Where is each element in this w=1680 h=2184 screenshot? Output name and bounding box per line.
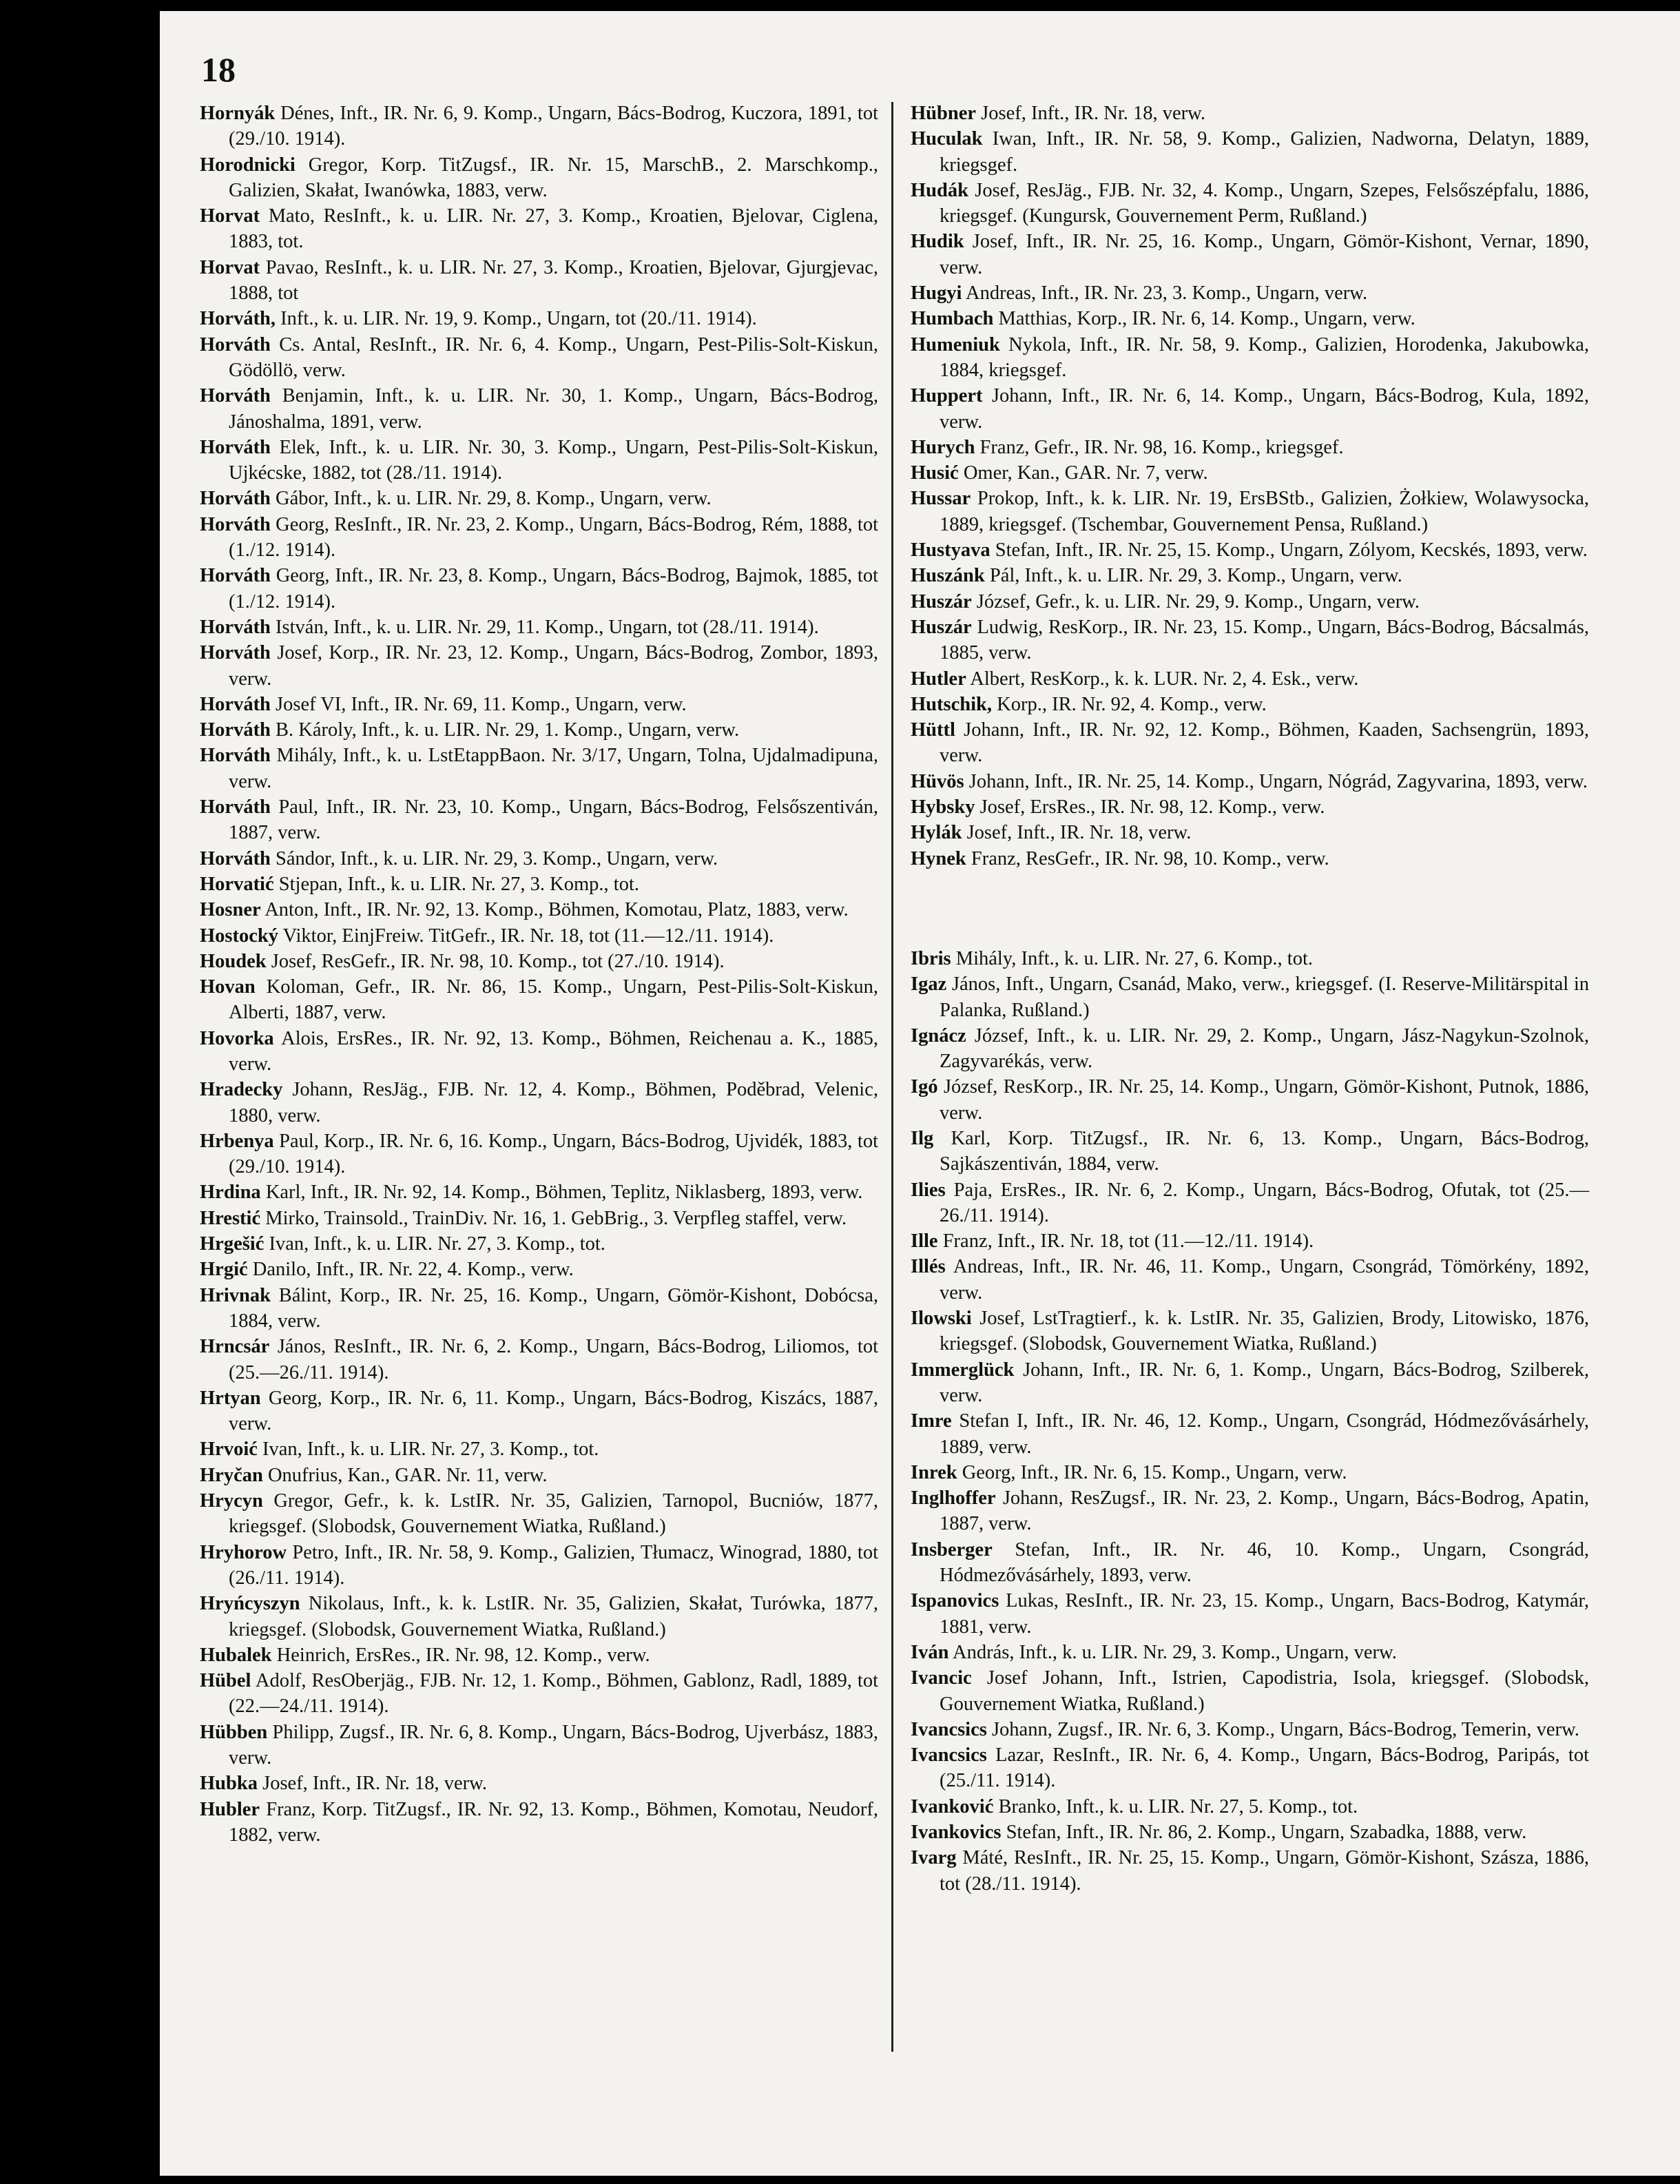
entry-surname: Hübben: [200, 1721, 268, 1743]
list-entry: [200, 615, 878, 640]
entry-details: Stefan, Inft., IR. Nr. 25, 15. Komp., Ungarn, Zólyom, Kecskés, 1893, verw.: [990, 539, 1588, 562]
entry-details: Georg, Korp., IR. Nr. 6, 11. Komp., Ungarn, Bács-Bodrog, Kiszács, 1887, verw.: [229, 1387, 878, 1435]
list-entry: [911, 101, 1589, 126]
list-entry: [200, 563, 878, 615]
entry-surname: Horváth: [200, 745, 271, 767]
entry-details: Georg, Inft., IR. Nr. 6, 15. Komp., Ungarn, verw.: [957, 1461, 1347, 1483]
entry-details: Ivan, Inft., k. u. LIR. Nr. 27, 3. Komp., tot.: [257, 1439, 599, 1461]
entry-surname: Hylák: [911, 822, 962, 844]
entry-surname: Hryhorow: [200, 1541, 287, 1563]
entry-surname: Hrbenya: [200, 1130, 274, 1152]
entry-details: B. Károly, Inft., k. u. LIR. Nr. 29, 1. Komp., Ungarn, verw.: [270, 719, 740, 741]
entry-details: Elek, Inft., k. u. LIR. Nr. 30, 3. Komp., Ungarn, Pest-Pilis-Solt-Kiskun, Ujkécske, 1882, tot (28./11. 1914).: [229, 436, 878, 484]
entry-details: Josef Johann, Inft., Istrien, Capodistria, Isola, kriegsgef. (Slobodsk, Gouvernement Wiatka, Rußland.): [940, 1667, 1589, 1715]
list-entry: [200, 1385, 878, 1437]
entry-surname: Huszár: [911, 590, 972, 612]
entry-surname: Houdek: [200, 950, 267, 972]
entry-details: Prokop, Inft., k. k. LIR. Nr. 19, ErsBStb., Galizien, Żołkiew, Wolawysocka, 1889, kriegsgef. (Tschembar, Gouvernement Pensa, Rußland.): [940, 488, 1589, 535]
entry-details: Albert, ResKorp., k. k. LUR. Nr. 2, 4. Esk., verw.: [966, 668, 1359, 690]
entry-surname: Hugyi: [911, 282, 962, 305]
list-entry: [200, 949, 878, 974]
list-entry: [200, 897, 878, 923]
entry-surname: Horváth: [200, 693, 271, 715]
list-entry: [911, 1228, 1589, 1254]
entry-details: Josef, Inft., IR. Nr. 18, verw.: [976, 103, 1205, 124]
entry-details: Ludwig, ResKorp., IR. Nr. 23, 15. Komp., Ungarn, Bács-Bodrog, Bácsalmás, 1885, verw.: [940, 616, 1589, 664]
list-entry: [911, 1126, 1589, 1177]
page-number: 18: [201, 50, 236, 89]
entry-surname: Horvat: [200, 205, 260, 227]
entry-details: Pál, Inft., k. u. LIR. Nr. 29, 3. Komp., Ungarn, verw.: [984, 565, 1402, 587]
list-entry: [200, 1283, 878, 1335]
list-entry: [200, 717, 878, 743]
list-entry: [911, 1357, 1589, 1409]
entry-details: Johann, Inft., IR. Nr. 6, 1. Komp., Ungarn, Bács-Bodrog, Szilberek, verw.: [940, 1359, 1589, 1406]
list-entry: [200, 1591, 878, 1642]
entry-details: Viktor, EinjFreiw. TitGefr., IR. Nr. 18, tot (11.—12./11. 1914).: [278, 925, 774, 947]
entry-surname: Ille: [911, 1230, 938, 1253]
entry-details: Johann, Zugsf., IR. Nr. 6, 3. Komp., Ungarn, Bács-Bodrog, Temerin, verw.: [986, 1718, 1579, 1740]
entry-details: Karl, Inft., IR. Nr. 92, 14. Komp., Böhmen, Teplitz, Niklasberg, 1893, verw.: [260, 1182, 863, 1204]
entry-details: Máté, ResInft., IR. Nr. 25, 15. Komp., Ungarn, Gömör-Kishont, Szásza, 1886, tot (28./11. 1914).: [940, 1847, 1589, 1895]
list-entry: [911, 1306, 1589, 1357]
entry-details: Paul, Inft., IR. Nr. 23, 10. Komp., Ungarn, Bács-Bodrog, Felsőszentiván, 1887, verw.: [229, 796, 878, 844]
list-entry: [911, 615, 1589, 666]
entry-details: Paul, Korp., IR. Nr. 6, 16. Komp., Ungarn, Bács-Bodrog, Ujvidék, 1883, tot (29./10. 1914).: [229, 1130, 878, 1178]
entry-surname: Huppert: [911, 385, 983, 407]
entry-surname: Hussar: [911, 488, 971, 510]
entry-details: Nikolaus, Inft., k. k. LstIR. Nr. 35, Galizien, Skałat, Turówka, 1877, kriegsgef. (Slobodsk, Gouvernement Wiatka, Rußland.): [229, 1593, 878, 1640]
entry-details: Pavao, ResInft., k. u. LIR. Nr. 27, 3. Komp., Kroatien, Bjelovar, Gjurgjevac, 1888, tot: [229, 256, 878, 305]
list-entry: [911, 666, 1589, 692]
entry-surname: Hübner: [911, 103, 977, 124]
entry-details: Branko, Inft., k. u. LIR. Nr. 27, 5. Komp., tot.: [993, 1795, 1358, 1817]
entry-details: Gregor, Gefr., k. k. LstIR. Nr. 35, Galizien, Tarnopol, Bucniów, 1877, kriegsgef. (Slobodsk, Gouvernement Wiatka, Rußland.): [229, 1490, 878, 1538]
entry-details: Bálint, Korp., IR. Nr. 25, 16. Komp., Ungarn, Gömör-Kishont, Dobócsa, 1884, verw.: [229, 1284, 878, 1332]
entry-surname: Hrycyn: [200, 1490, 263, 1512]
entry-surname: Huculak: [911, 128, 983, 150]
entry-details: András, Inft., k. u. LIR. Nr. 29, 3. Komp., Ungarn, verw.: [948, 1641, 1397, 1663]
list-entry: [911, 178, 1589, 229]
entry-surname: Husić: [911, 462, 959, 484]
entry-surname: Hrestić: [200, 1207, 261, 1229]
list-entry: [200, 306, 878, 331]
list-entry: [200, 1540, 878, 1591]
entry-details: Korp., IR. Nr. 92, 4. Komp., verw.: [992, 693, 1267, 715]
entry-surname: Ibris: [911, 947, 951, 969]
list-entry: [911, 946, 1589, 971]
entry-details: Iwan, Inft., IR. Nr. 58, 9. Komp., Galizien, Nadworna, Delatyn, 1889, kriegsgef.: [940, 128, 1589, 176]
entry-details: Georg, Inft., IR. Nr. 23, 8. Komp., Ungarn, Bács-Bodrog, Bajmok, 1885, tot (1./12. 1914).: [229, 565, 878, 612]
entry-details: Josef, Inft., IR. Nr. 18, verw.: [257, 1773, 487, 1795]
list-entry: [200, 435, 878, 486]
entry-surname: Ivankovics: [911, 1822, 1002, 1843]
entry-surname: Inrek: [911, 1461, 957, 1483]
entry-details: Andreas, Inft., IR. Nr. 23, 3. Komp., Ungarn, verw.: [962, 282, 1368, 305]
entry-details: Ivan, Inft., k. u. LIR. Nr. 27, 3. Komp., tot.: [264, 1233, 605, 1255]
list-entry: [911, 1537, 1589, 1589]
list-entry: [911, 820, 1589, 845]
list-entry: [200, 1642, 878, 1668]
entry-surname: Horvatić: [200, 873, 274, 895]
entry-surname: Hrdina: [200, 1182, 261, 1204]
list-entry: [911, 1023, 1589, 1075]
entry-surname: Horváth: [200, 488, 271, 510]
list-entry: [911, 692, 1589, 717]
entry-surname: Humbach: [911, 308, 994, 330]
entry-details: Stjepan, Inft., k. u. LIR. Nr. 27, 3. Komp., tot.: [273, 873, 640, 895]
entry-details: Stefan, Inft., IR. Nr. 86, 2. Komp., Ungarn, Szabadka, 1888, verw.: [1001, 1822, 1527, 1843]
list-entry: [200, 974, 878, 1026]
entry-surname: Huszár: [911, 616, 972, 638]
entry-surname: Humeniuk: [911, 333, 1000, 356]
list-entry: [200, 512, 878, 564]
list-entry: [911, 589, 1589, 615]
entry-details: Inft., k. u. LIR. Nr. 19, 9. Komp., Ungarn, tot (20./11. 1914).: [276, 308, 757, 330]
entry-surname: Imre: [911, 1410, 952, 1432]
entry-details: Josef VI, Inft., IR. Nr. 69, 11. Komp., Ungarn, verw.: [270, 693, 687, 715]
list-entry: [200, 486, 878, 511]
list-entry: [200, 1488, 878, 1540]
entry-surname: Ivancsics: [911, 1718, 987, 1740]
entry-details: János, Inft., Ungarn, Csanád, Mako, verw., kriegsgef. (I. Reserve-Militärspital in Palanka, Rußland.): [940, 973, 1589, 1021]
list-entry: [911, 537, 1589, 563]
entry-details: Philipp, Zugsf., IR. Nr. 6, 8. Komp., Ungarn, Bács-Bodrog, Ujverbász, 1883, verw.: [229, 1721, 878, 1769]
left-column: [200, 101, 878, 1848]
right-column-i-section: [911, 946, 1589, 1897]
list-entry: [911, 1408, 1589, 1460]
entry-surname: Hosner: [200, 899, 261, 921]
list-entry: [200, 152, 878, 204]
entry-details: Nykola, Inft., IR. Nr. 58, 9. Komp., Galizien, Horodenka, Jakubowka, 1884, kriegsgef.: [940, 333, 1589, 381]
list-entry: [200, 1077, 878, 1129]
entry-details: Josef, ResJäg., FJB. Nr. 32, 4. Komp., Ungarn, Szepes, Felsőszépfalu, 1886, kriegsgef. (Kungursk, Gouvernement Perm, Rußland.): [940, 179, 1589, 227]
entry-surname: Ivarg: [911, 1847, 957, 1869]
entry-details: Johann, Inft., IR. Nr. 92, 12. Komp., Böhmen, Kaaden, Sachsengrün, 1893, verw.: [940, 719, 1589, 767]
list-entry: [911, 971, 1589, 1023]
list-entry: [200, 1129, 878, 1180]
entry-surname: Hryńcyszyn: [200, 1593, 300, 1615]
list-entry: [911, 1640, 1589, 1665]
list-entry: [911, 1742, 1589, 1794]
entry-surname: Horváth: [200, 436, 271, 458]
entry-surname: Horváth: [200, 565, 271, 587]
entry-surname: Hrivnak: [200, 1284, 271, 1306]
list-entry: [200, 923, 878, 949]
entry-details: Lukas, ResInft., IR. Nr. 23, 15. Komp., Ungarn, Bacs-Bodrog, Katymár, 1881, verw.: [940, 1590, 1589, 1638]
entry-surname: Horváth: [200, 616, 271, 638]
entry-surname: Hradecky: [200, 1079, 283, 1101]
list-entry: [911, 794, 1589, 820]
entry-details: Stefan, Inft., IR. Nr. 46, 10. Komp., Ungarn, Csongrád, Hódmezővásárhely, 1893, verw.: [940, 1538, 1589, 1587]
entry-surname: Inglhoffer: [911, 1487, 996, 1510]
list-entry: [911, 1074, 1589, 1126]
entry-details: Franz, ResGefr., IR. Nr. 98, 10. Komp., verw.: [966, 847, 1329, 869]
entry-details: Josef, Korp., IR. Nr. 23, 12. Komp., Ungarn, Bács-Bodrog, Zombor, 1893, verw.: [229, 642, 878, 690]
entry-details: Karl, Korp. TitZugsf., IR. Nr. 6, 13. Komp., Ungarn, Bács-Bodrog, Sajkászentiván, 1884, verw.: [933, 1127, 1589, 1175]
entry-surname: Hynek: [911, 847, 966, 869]
entry-details: József, Gefr., k. u. LIR. Nr. 29, 9. Komp., Ungarn, verw.: [971, 590, 1420, 612]
list-entry: [911, 1717, 1589, 1742]
entry-surname: Huszánk: [911, 565, 985, 587]
entry-surname: Ispanovics: [911, 1590, 999, 1612]
document-page: [160, 11, 1680, 2176]
entry-details: Mihály, Inft., k. u. LIR. Nr. 27, 6. Komp., tot.: [951, 947, 1313, 969]
entry-details: Benjamin, Inft., k. u. LIR. Nr. 30, 1. Komp., Ungarn, Bács-Bodrog, Jánoshalma, 1891, verw.: [229, 385, 878, 433]
list-entry: [911, 1485, 1589, 1537]
entry-details: Johann, ResJäg., FJB. Nr. 12, 4. Komp., Böhmen, Poděbrad, Velenic, 1880, verw.: [229, 1079, 878, 1126]
entry-details: Heinrich, ErsRes., IR. Nr. 98, 12. Komp., verw.: [271, 1644, 650, 1666]
entry-surname: Hudák: [911, 179, 968, 201]
entry-details: János, ResInft., IR. Nr. 6, 2. Komp., Ungarn, Bács-Bodrog, Liliomos, tot (25.—26./11. 1914).: [229, 1336, 878, 1383]
entry-details: István, Inft., k. u. LIR. Nr. 29, 11. Komp., Ungarn, tot (28./11. 1914).: [270, 616, 819, 638]
list-entry: [200, 101, 878, 152]
list-entry: [911, 1460, 1589, 1485]
list-entry: [200, 1797, 878, 1848]
entry-details: Alois, ErsRes., IR. Nr. 92, 13. Komp., Böhmen, Reichenau a. K., 1885, verw.: [229, 1027, 878, 1075]
entry-surname: Horodnicki: [200, 154, 295, 176]
entry-details: Josef, Inft., IR. Nr. 18, verw.: [962, 822, 1192, 844]
list-entry: [200, 846, 878, 872]
entry-surname: Hrncsár: [200, 1336, 270, 1358]
section-gap: [911, 872, 1589, 946]
entry-details: Josef, Inft., IR. Nr. 25, 16. Komp., Ungarn, Gömör-Kishont, Vernar, 1890, verw.: [940, 231, 1589, 278]
entry-surname: Horváth: [200, 385, 271, 407]
right-column: [911, 101, 1589, 1897]
entry-surname: Hrtyan: [200, 1387, 261, 1409]
entry-details: Josef, LstTragtierf., k. k. LstIR. Nr. 35, Galizien, Brody, Litowisko, 1876, kriegsgef. (Slobodsk, Gouvernement Wiatka, Rußland.): [940, 1308, 1589, 1355]
entry-details: Josef, ResGefr., IR. Nr. 98, 10. Komp., tot (27./10. 1914).: [266, 950, 725, 972]
list-entry: [911, 1794, 1589, 1820]
list-entry: [911, 229, 1589, 280]
list-entry: [200, 255, 878, 307]
entry-surname: Hovan: [200, 976, 256, 998]
entry-surname: Hostocký: [200, 925, 278, 947]
entry-details: Johann, Inft., IR. Nr. 25, 14. Komp., Ungarn, Nógrád, Zagyvarina, 1893, verw.: [964, 770, 1588, 792]
list-entry: [200, 1720, 878, 1771]
list-entry: [200, 1668, 878, 1720]
list-entry: [911, 846, 1589, 872]
entry-details: Omer, Kan., GAR. Nr. 7, verw.: [958, 462, 1208, 484]
entry-surname: Horváth: [200, 847, 271, 869]
list-entry: [911, 383, 1589, 435]
column-divider: [891, 102, 893, 2052]
list-entry: [911, 306, 1589, 331]
list-entry: [200, 743, 878, 794]
entry-details: Koloman, Gefr., IR. Nr. 86, 15. Komp., Ungarn, Pest-Pilis-Solt-Kiskun, Alberti, 1887, verw.: [229, 976, 878, 1024]
entry-surname: Hüttl: [911, 719, 955, 741]
list-entry: [911, 435, 1589, 460]
list-entry: [911, 1177, 1589, 1229]
list-entry: [911, 563, 1589, 588]
list-entry: [200, 203, 878, 255]
list-entry: [200, 1771, 878, 1796]
entry-surname: Hovorka: [200, 1027, 274, 1049]
entry-surname: Horvat: [200, 256, 260, 278]
list-entry: [200, 1257, 878, 1282]
list-entry: [200, 1463, 878, 1488]
list-entry: [911, 460, 1589, 486]
list-entry: [200, 332, 878, 384]
entry-surname: Ivancic: [911, 1667, 972, 1689]
entry-details: Danilo, Inft., IR. Nr. 22, 4. Komp., verw.: [247, 1259, 574, 1281]
list-entry: [911, 1254, 1589, 1306]
entry-surname: Insberger: [911, 1538, 993, 1560]
entry-details: Johann, Inft., IR. Nr. 6, 14. Komp., Ungarn, Bács-Bodrog, Kula, 1892, verw.: [940, 385, 1589, 433]
entry-surname: Illés: [911, 1256, 946, 1278]
entry-surname: Igaz: [911, 973, 947, 996]
entry-details: Mato, ResInft., k. u. LIR. Nr. 27, 3. Komp., Kroatien, Bjelovar, Ciglena, 1883, tot.: [229, 205, 878, 253]
entry-details: Onufrius, Kan., GAR. Nr. 11, verw.: [262, 1464, 548, 1486]
list-entry: [200, 1436, 878, 1462]
list-entry: [200, 1179, 878, 1205]
entry-details: Mihály, Inft., k. u. LstEtappBaon. Nr. 3/17, Ungarn, Tolna, Ujdalmadipuna, verw.: [229, 745, 878, 792]
list-entry: [200, 692, 878, 717]
list-entry: [911, 332, 1589, 384]
entry-surname: Hudik: [911, 231, 964, 253]
entry-surname: Hustyava: [911, 539, 991, 562]
entry-details: Anton, Inft., IR. Nr. 92, 13. Komp., Böhmen, Komotau, Platz, 1883, verw.: [260, 899, 849, 921]
entry-details: Johann, ResZugsf., IR. Nr. 23, 2. Komp., Ungarn, Bács-Bodrog, Apatin, 1887, verw.: [940, 1487, 1589, 1535]
entry-details: Petro, Inft., IR. Nr. 58, 9. Komp., Galizien, Tłumacz, Winograd, 1880, tot (26./11. 1914).: [229, 1541, 878, 1589]
entry-surname: Ignácz: [911, 1024, 966, 1047]
list-entry: [911, 1845, 1589, 1897]
entry-surname: Hubalek: [200, 1644, 272, 1666]
entry-surname: Horváth: [200, 333, 271, 356]
entry-surname: Hutschik,: [911, 693, 992, 715]
entry-details: Matthias, Korp., IR. Nr. 6, 14. Komp., Ungarn, verw.: [993, 308, 1415, 330]
entry-details: Adolf, ResOberjäg., FJB. Nr. 12, 1. Komp., Böhmen, Gablonz, Radl, 1889, tot (22.—24./11. 1914).: [229, 1670, 878, 1718]
entry-details: Gábor, Inft., k. u. LIR. Nr. 29, 8. Komp., Ungarn, verw.: [270, 488, 712, 510]
entry-details: Franz, Korp. TitZugsf., IR. Nr. 92, 13. Komp., Böhmen, Komotau, Neudorf, 1882, verw.: [229, 1798, 878, 1846]
entry-surname: Hubka: [200, 1773, 258, 1795]
list-entry: [200, 1026, 878, 1078]
entry-details: Mirko, Trainsold., TrainDiv. Nr. 16, 1. GebBrig., 3. Verpfleg staffel, verw.: [260, 1207, 847, 1229]
list-entry: [200, 640, 878, 692]
entry-surname: Hrgić: [200, 1259, 248, 1281]
entry-surname: Ilies: [911, 1179, 946, 1201]
entry-surname: Horváth: [200, 513, 271, 535]
entry-details: Paja, ErsRes., IR. Nr. 6, 2. Komp., Ungarn, Bács-Bodrog, Ofutak, tot (25.—26./11. 1914).: [940, 1179, 1589, 1226]
entry-surname: Horváth: [200, 642, 271, 664]
entry-surname: Hübel: [200, 1670, 251, 1692]
entry-surname: Iván: [911, 1641, 949, 1663]
list-entry: [200, 872, 878, 897]
list-entry: [200, 1231, 878, 1257]
entry-details: József, Inft., k. u. LIR. Nr. 29, 2. Komp., Ungarn, Jász-Nagykun-Szolnok, Zagyvarékás, verw.: [940, 1024, 1589, 1073]
list-entry: [200, 794, 878, 846]
list-entry: [911, 717, 1589, 769]
entry-surname: Ivanković: [911, 1795, 994, 1817]
list-entry: [911, 1665, 1589, 1717]
list-entry: [200, 1334, 878, 1385]
entry-details: Georg, ResInft., IR. Nr. 23, 2. Komp., Ungarn, Bács-Bodrog, Rém, 1888, tot (1./12. 1914).: [229, 513, 878, 562]
entry-surname: Ivancsics: [911, 1744, 987, 1766]
entry-surname: Igó: [911, 1076, 938, 1098]
right-column-h-section: [911, 101, 1589, 872]
entry-details: Dénes, Inft., IR. Nr. 6, 9. Komp., Ungarn, Bács-Bodrog, Kuczora, 1891, tot (29./10. 1914).: [229, 103, 878, 150]
list-entry: [200, 1206, 878, 1231]
entry-surname: Immerglück: [911, 1359, 1015, 1381]
entry-surname: Ilg: [911, 1127, 934, 1149]
entry-details: Sándor, Inft., k. u. LIR. Nr. 29, 3. Komp., Ungarn, verw.: [270, 847, 718, 869]
entry-details: Cs. Antal, ResInft., IR. Nr. 6, 4. Komp., Ungarn, Pest-Pilis-Solt-Kiskun, Gödöllö, verw.: [229, 333, 878, 381]
entry-details: Gregor, Korp. TitZugsf., IR. Nr. 15, MarschB., 2. Marschkomp., Galizien, Skałat, Iwanówka, 1883, verw.: [229, 154, 878, 201]
entry-surname: Horváth: [200, 796, 271, 818]
list-entry: [911, 1820, 1589, 1845]
entry-surname: Hüvös: [911, 770, 964, 792]
list-entry: [200, 383, 878, 435]
entry-surname: Hrvoić: [200, 1439, 258, 1461]
list-entry: [911, 280, 1589, 306]
entry-surname: Horváth,: [200, 308, 276, 330]
entry-surname: Hubler: [200, 1798, 260, 1820]
entry-surname: Horváth: [200, 719, 271, 741]
entry-surname: Ilowski: [911, 1308, 972, 1330]
entry-surname: Hurych: [911, 436, 975, 458]
entry-details: Franz, Inft., IR. Nr. 18, tot (11.—12./11. 1914).: [937, 1230, 1314, 1253]
entry-details: Josef, ErsRes., IR. Nr. 98, 12. Komp., verw.: [975, 796, 1325, 818]
list-entry: [911, 126, 1589, 178]
entry-details: Stefan I, Inft., IR. Nr. 46, 12. Komp., Ungarn, Csongrád, Hódmezővásárhely, 1889, verw.: [940, 1410, 1589, 1458]
entry-surname: Hrgešić: [200, 1233, 265, 1255]
entry-surname: Hryčan: [200, 1464, 263, 1486]
entry-details: Franz, Gefr., IR. Nr. 98, 16. Komp., kriegsgef.: [975, 436, 1344, 458]
entry-details: Lazar, ResInft., IR. Nr. 6, 4. Komp., Ungarn, Bács-Bodrog, Paripás, tot (25./11. 1914).: [940, 1744, 1589, 1792]
entry-surname: Hybsky: [911, 796, 975, 818]
entry-surname: Hornyák: [200, 103, 276, 124]
entry-details: József, ResKorp., IR. Nr. 25, 14. Komp., Ungarn, Gömör-Kishont, Putnok, 1886, verw.: [937, 1076, 1589, 1124]
entry-details: Andreas, Inft., IR. Nr. 46, 11. Komp., Ungarn, Csongrád, Tömörkény, 1892, verw.: [940, 1256, 1589, 1304]
list-entry: [911, 1588, 1589, 1640]
entry-surname: Hutler: [911, 668, 966, 690]
list-entry: [911, 769, 1589, 794]
list-entry: [911, 486, 1589, 537]
